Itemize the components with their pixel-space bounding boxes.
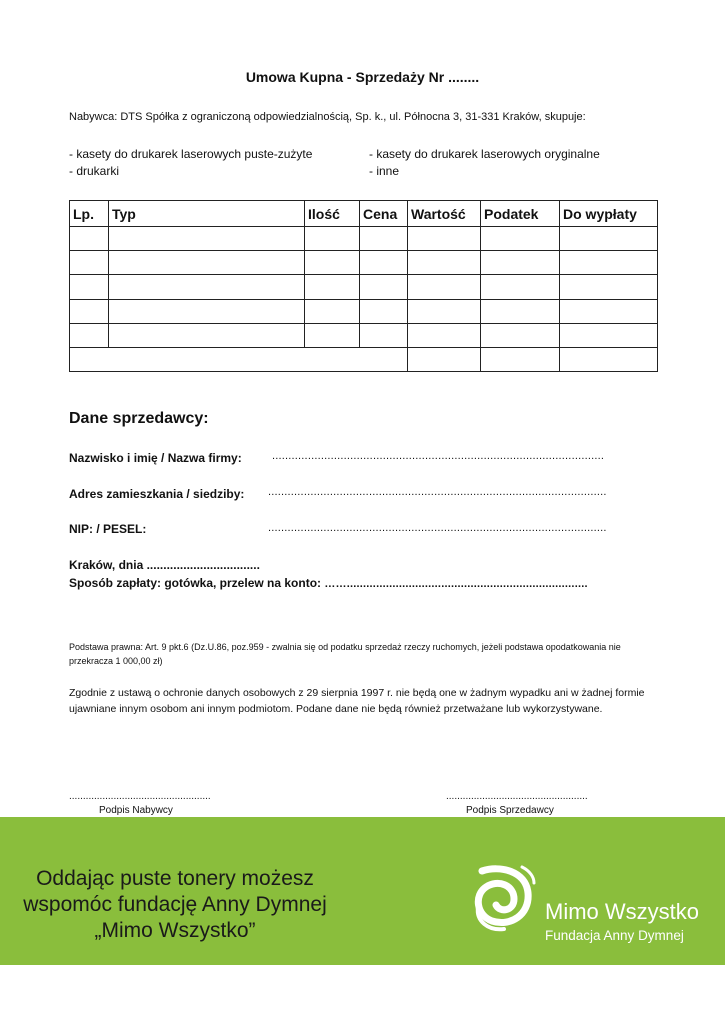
buyer-signature-label: Podpis Nabywcy [99,805,173,816]
item-original-cartridges: - kasety do drukarek laserowych oryginalne [369,147,600,161]
brand-name: Mimo Wszystko [545,899,699,924]
col-cena: Cena [360,201,408,227]
col-lp: Lp. [70,201,109,227]
nip-label: NIP: / PESEL: [69,522,147,536]
address-field[interactable]: ........................................................................................................ [268,486,607,498]
table-header-row [70,201,658,227]
payment-label: Sposób zapłaty: gotówka, przelew na konto: [69,576,325,590]
item-other: - inne [369,164,400,178]
col-ilosc: Ilość [305,201,360,227]
table-row[interactable] [70,227,658,251]
table-row[interactable] [70,299,658,323]
buyer-info: Nabywca: DTS Spółka z ograniczoną odpowiedzialnością, Sp. k., ul. Północna 3, 31-331 Kraków, skupuje: [69,111,586,123]
seller-heading: Dane sprzedawcy: [69,410,209,427]
address-label: Adres zamieszkania / siedziby: [69,487,245,501]
buyer-signature-line[interactable]: ................................................... [69,791,211,802]
col-do-wyplaty: Do wypłaty [560,201,658,227]
banner-slogan: Oddając puste tonery możesz wspomóc fundację Anny Dymnej „Mimo Wszystko” [23,867,327,942]
item-empty-cartridges: - kasety do drukarek laserowych puste-zużyte [69,147,313,161]
seller-signature-line[interactable]: ................................................... [446,791,588,802]
name-label: Nazwisko i imię / Nazwa firmy: [69,451,242,465]
col-wartosc: Wartość [408,201,481,227]
document-title: Umowa Kupna - Sprzedaży Nr ........ [245,69,480,85]
legal-basis-note: Podstawa prawna: Art. 9 pkt.6 (Dz.U.86, poz.959 - zwalnia się od podatku sprzedaż rzeczy ruchomych, jeżeli podstawa opodatkowania nie przekracza 1 000,00 zł) [69,642,621,666]
brand-subtitle: Fundacja Anny Dymnej [545,928,684,943]
name-field[interactable]: ...................................................................................................... [272,450,605,462]
seller-signature-label: Podpis Sprzedawcy [466,805,554,816]
foundation-banner [0,817,725,965]
table-row[interactable] [70,251,658,275]
col-typ: Typ [109,201,305,227]
spiral-swirl-icon [470,861,538,933]
purchase-table [69,200,658,372]
table-row[interactable] [70,275,658,299]
table-row[interactable] [70,323,658,347]
nip-field[interactable]: ........................................................................................................ [268,522,607,534]
city-date-field[interactable]: Kraków, dnia .................................. [69,558,260,572]
payment-method [69,576,588,590]
table-total-row[interactable] [70,347,658,371]
item-printers: - drukarki [69,164,120,178]
col-podatek: Podatek [481,201,560,227]
data-protection-note: Zgodnie z ustawą o ochronie danych osobowych z 29 sierpnia 1997 r. nie będą one w żadnym wypadku ani w żadnej formie ujawniane innym osobom ani innym podmiotom. Podane dane nie będą również przetważane lub wykorzystywane. [69,687,645,715]
account-field[interactable]: …….......................................................................... [324,578,588,590]
